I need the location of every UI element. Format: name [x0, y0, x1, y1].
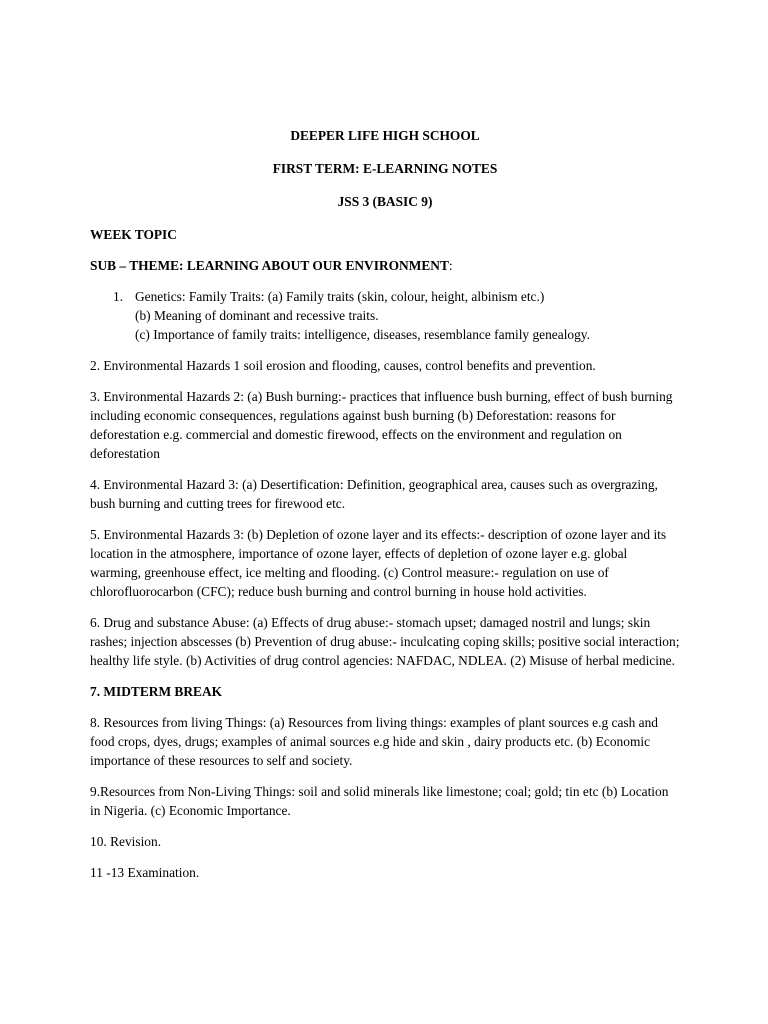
item-6: 6. Drug and substance Abuse: (a) Effects of drug abuse:- stomach upset; damaged nostril and lungs; skin rashes; injection abscesses (b) Prevention of drug abuse:- inculcating coping skills; positive social interaction; healthy life style. (b) Activities of drug control agencies: NAFDAC, NDLEA. (2) Misuse of herbal medicine.: [90, 615, 680, 668]
list-number: 1.: [113, 289, 124, 304]
item-5: 5. Environmental Hazards 3: (b) Depletion of ozone layer and its effects:- description of ozone layer and its location in the atmosphere, importance of ozone layer, effects of depletion of ozone layer e.g. global warming, greenhouse effect, ice melting and flooding. (c) Control measure:- regulation on use of chlorofluorocarbon (CFC); reduce bush burning and control burning in house hold activities.: [90, 527, 667, 599]
sub-theme-suffix: :: [448, 258, 453, 273]
school-title: DEEPER LIFE HIGH SCHOOL: [290, 128, 480, 143]
item-3: 3. Environmental Hazards 2: (a) Bush burning:- practices that influence bush burning, effect of bush burning including economic consequences, regulations against bush burning (b) Deforestation: reasons for deforestation e.g. commercial and domestic firewood, effects on the environment and regulation on deforestation: [90, 389, 673, 461]
sub-theme-label: SUB – THEME: LEARNING ABOUT OUR ENVIRONMENT: [90, 258, 449, 273]
item-11: 11 -13 Examination.: [90, 865, 200, 880]
item-10: 10. Revision.: [90, 834, 162, 849]
item1-line2: (b) Meaning of dominant and recessive traits.: [135, 308, 379, 323]
item-7: 7. MIDTERM BREAK: [90, 684, 223, 699]
item1-line3: (c) Importance of family traits: intelligence, diseases, resemblance family genealogy.: [135, 327, 590, 342]
document-page: [90, 126, 680, 894]
list-item-1: [90, 287, 680, 344]
week-topic-heading: WEEK TOPIC: [90, 227, 177, 242]
term-title: FIRST TERM: E-LEARNING NOTES: [272, 161, 498, 176]
class-title: JSS 3 (BASIC 9): [337, 194, 433, 209]
item1-line1: Genetics: Family Traits: (a) Family traits (skin, colour, height, albinism etc.): [135, 289, 545, 304]
item-8: 8. Resources from living Things: (a) Resources from living things: examples of plant sources e.g cash and food crops, dyes, drugs; examples of animal sources e.g hide and skin , dairy products etc. (b) Economic importance of these resources to self and society.: [90, 715, 658, 768]
sub-theme-line: [90, 256, 680, 275]
item-2: 2. Environmental Hazards 1 soil erosion and flooding, causes, control benefits and prevention.: [90, 358, 596, 373]
item-4: 4. Environmental Hazard 3: (a) Desertification: Definition, geographical area, causes such as overgrazing, bush burning and cutting trees for firewood etc.: [90, 477, 658, 511]
item-9: 9.Resources from Non-Living Things: soil and solid minerals like limestone; coal; gold; tin etc (b) Location in Nigeria. (c) Economic Importance.: [90, 784, 669, 818]
